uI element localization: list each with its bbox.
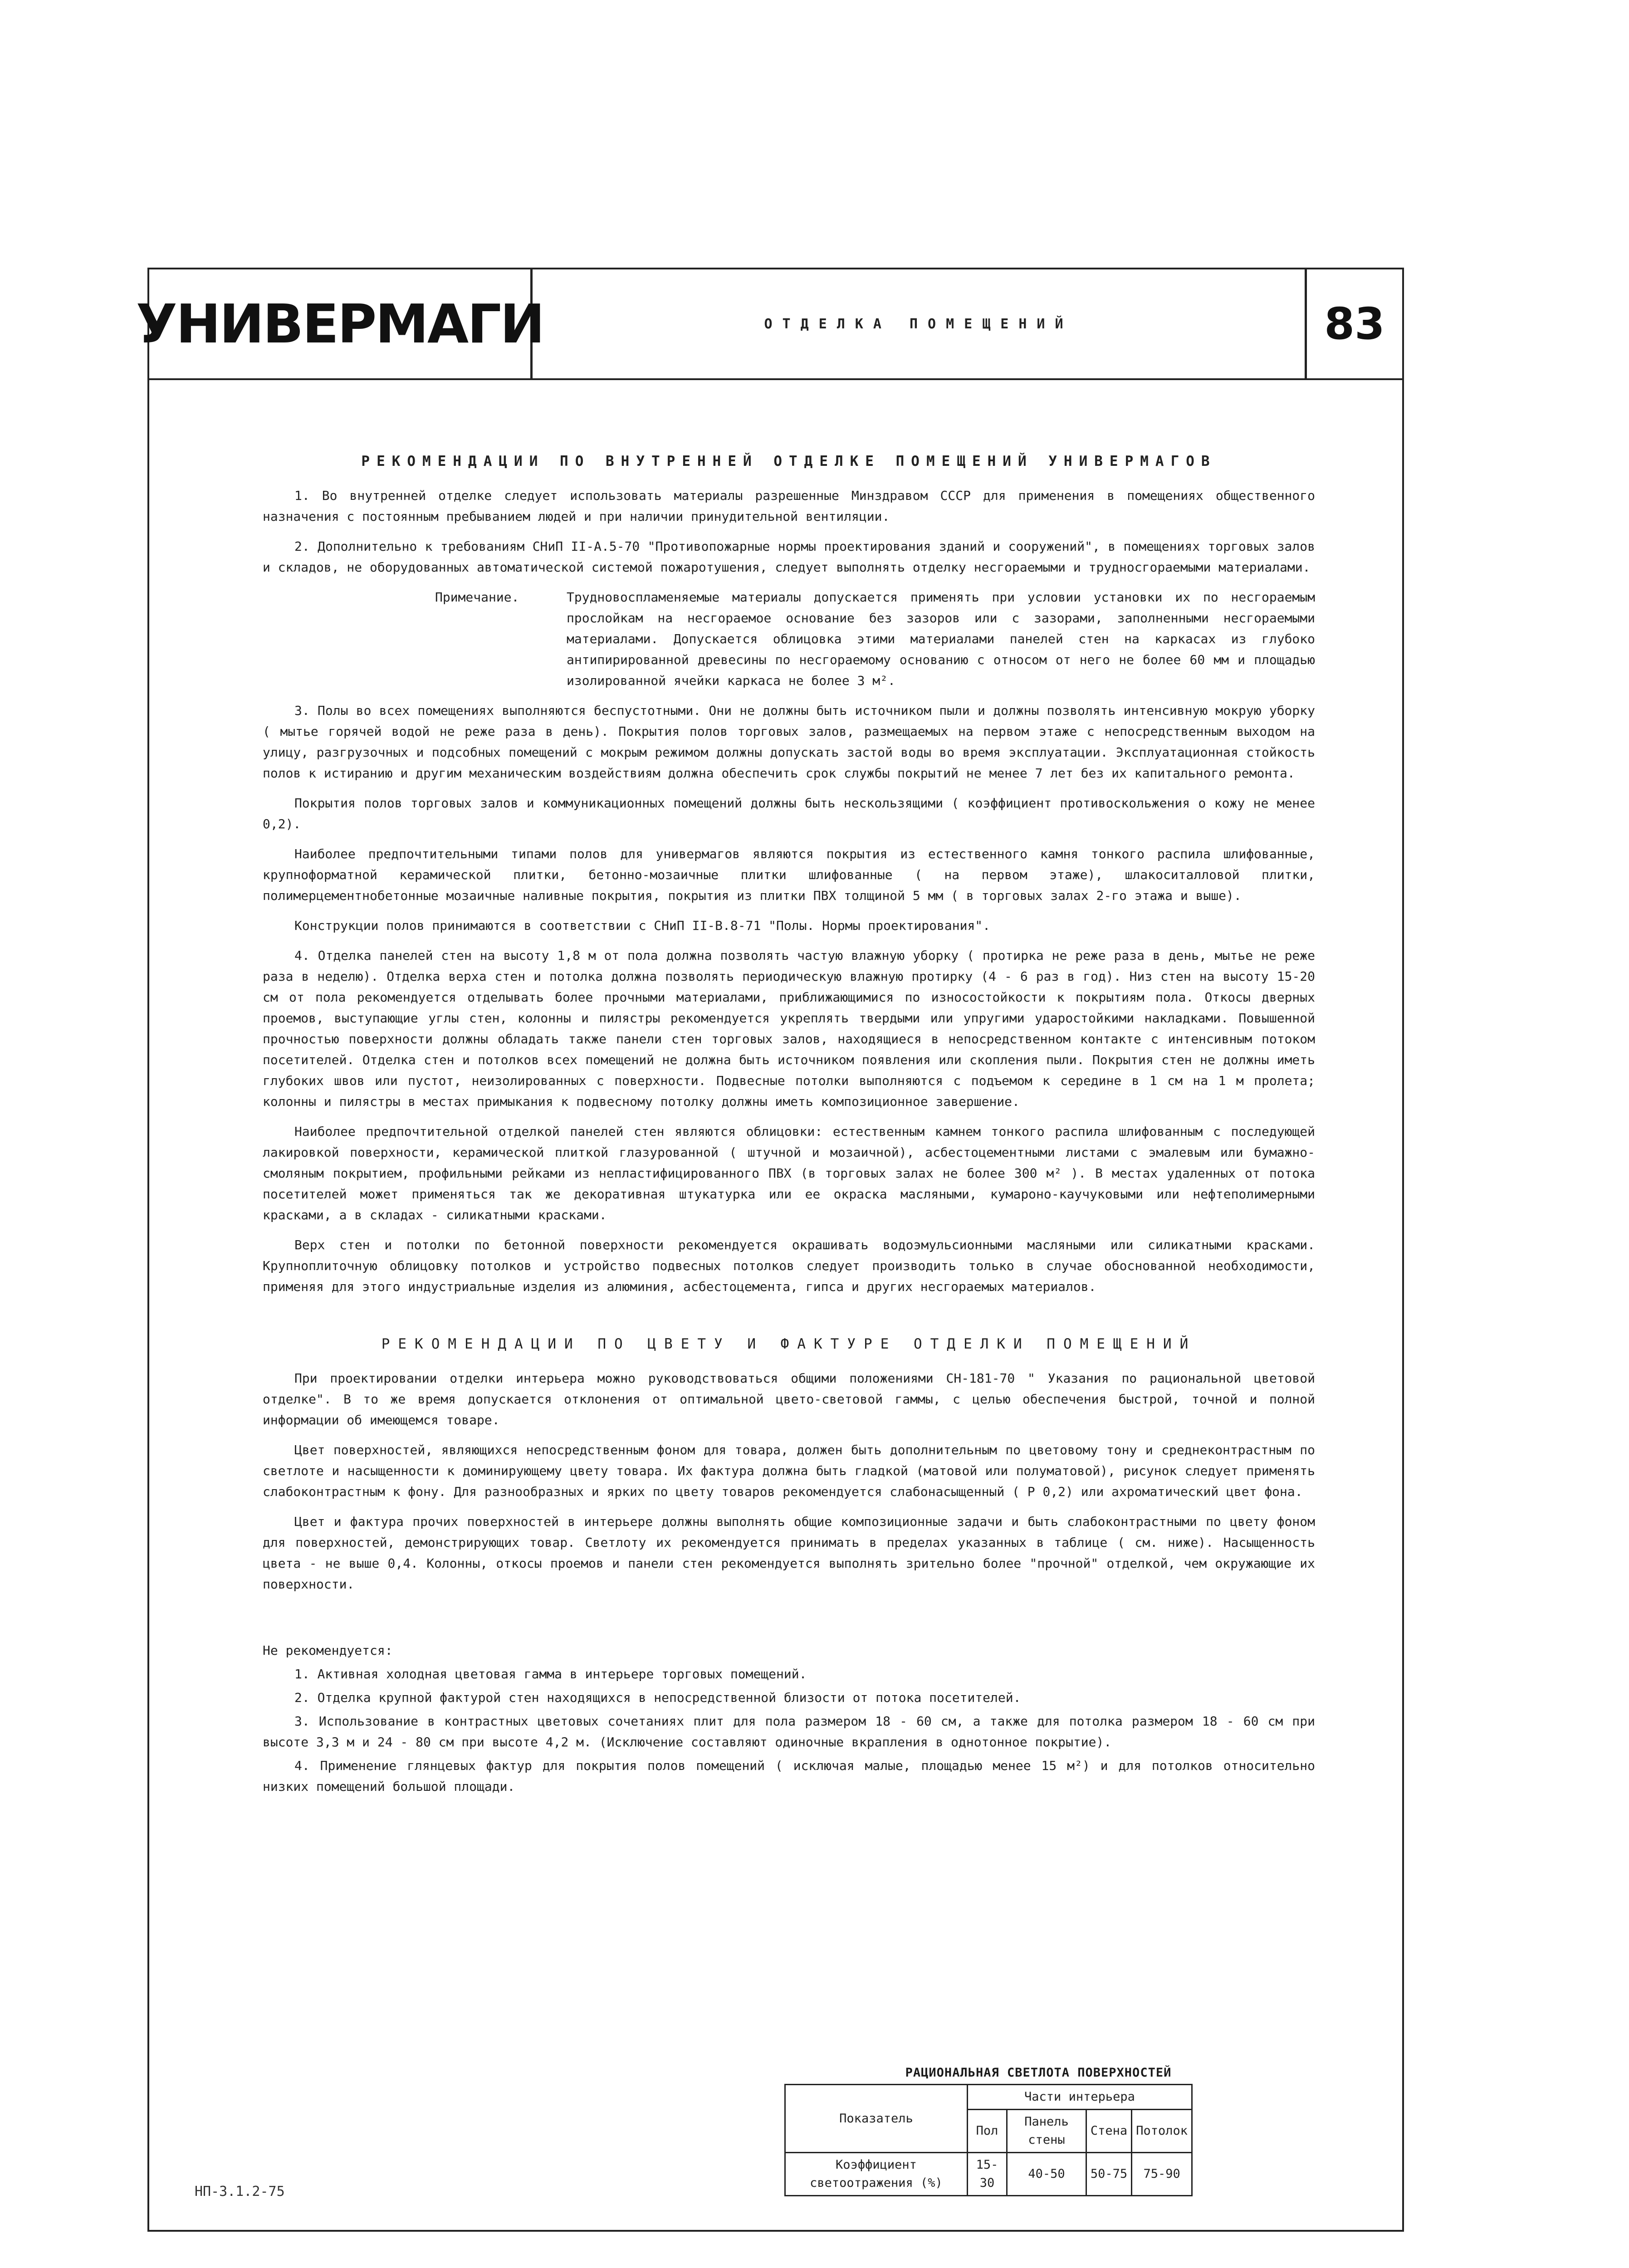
paragraph-10: При проектировании отделки интерьера можно руководствоваться общими положениями СН-181-70 " Указания по рациональной цветовой отделке". В то же время допускается отклонения от оптимальной цвето-световой гаммы, с целью обеспечения быстрой, точной и полной информации об имеющемся товаре. (263, 1371, 1315, 1427)
paragraph-4: Покрытия полов торговых залов и коммуникационных помещений должны быть нескользящими ( коэффициент противоскольжения о кожу не менее 0,2). (263, 796, 1315, 831)
table-row (785, 2153, 1192, 2196)
note-text: Трудновоспламеняемые материалы допускается применять при условии установки их по несгораемым прослойкам на несгораемое основание без зазоров или с зазорами, заполненными несгораемыми материалами. Допускается облицовка этими материалами панелей стен на каркасах из глубоко антипирированной древесины по несгораемому основанию с относом от него не более 60 мм и площадью изолированной ячейки каркаса не более 3 м². (567, 590, 1315, 688)
table-cell: 50-75 (1086, 2153, 1131, 2196)
paragraph-8: Наиболее предпочтительной отделкой панелей стен являются облицовки: естественным камнем тонкого распила шлифованным с последующей лакировкой поверхности, керамической плиткой глазурованной ( штучной и мозаичной), асбестоцементными листами с эмалевым или бумажно-смоляным покрытием, профильными рейками из непластифицированного ПВХ (в торговых залах не более 300 м² ). В местах удаленных от потока посетителей может применяться так же декоративная штукатурка или ее окраска масляными, кумароно-каучуковыми или нефтеполимерными красками, а в складах - силикатными красками. (263, 1124, 1315, 1222)
list-item: 2. Отделка крупной фактурой стен находящихся в непосредственной близости от потока посетителей. (294, 1690, 1021, 1705)
paragraph-11: Цвет поверхностей, являющихся непосредственным фоном для товара, должен быть дополнительным по цветовому тону и среднеконтрастным по светлоте и насыщенности к доминирующему цвету товара. Их фактура должна быть гладкой (матовой или полуматовой), рисунок следует применять слабоконтрастным к фону. Для разнообразных и ярких по цвету товаров рекомендуется слабонасыщенный ( Р 0,2) или ахроматический цвет фона. (263, 1442, 1315, 1499)
table-cell: 40-50 (1007, 2153, 1086, 2196)
table-header-wall: Стена (1086, 2110, 1131, 2153)
paragraph-12: Цвет и фактура прочих поверхностей в интерьере должны выполнять общие композиционные задачи и быть слабоконтрастными по цвету фоном для поверхностей, демонстрирующих товар. Светлоту их рекомендуется принимать в пределах указанных в таблице ( см. ниже). Насыщенность цвета - не выше 0,4. Колонны, откосы проемов и панели стен рекомендуется выполнять зрительно более "прочной" отделкой, чем окружающие их поверхности. (263, 1514, 1315, 1592)
lightness-table (784, 2084, 1193, 2196)
paragraph-1: 1. Во внутренней отделке следует использовать материалы разрешенные Минздравом СССР для применения в помещениях общественного назначения с постоянным пребыванием людей и при наличии принудительной вентиляции. (263, 488, 1315, 524)
paragraph-5: Наиболее предпочтительными типами полов для универмагов являются покрытия из естественного камня тонкого распила шлифованные, крупноформатной керамической плитки, бетонно-мозаичные плитки шлифованные ( на первом этаже), шлакоситалловой плитки, полимерцементнобетонные мозаичные наливные покрытия, покрытия из плитки ПВХ толщиной 5 мм ( в торговых залах 2-го этажа и выше). (263, 846, 1315, 903)
section-title: ОТДЕЛКА ПОМЕЩЕНИЙ (764, 316, 1073, 332)
paragraph-3: 3. Полы во всех помещениях выполняются беспустотными. Они не должны быть источником пыли и должны позволять интенсивную мокрую уборку ( мытье горячей водой не реже раза в день). Покрытия полов торговых залов, размещаемых на первом этаже с непосредственным выходом на улицу, разгрузочных и подсобных помещений с мокрым режимом должны допускать застой воды во время эксплуатации. Эксплуатационная стойкость полов к истиранию и другим механическим воздействиям должна обеспечить срок службы покрытий не менее 7 лет без их капитального ремонта. (263, 703, 1315, 781)
page-header (136, 269, 1402, 380)
table-header-indicator: Показатель (785, 2085, 968, 2153)
document-code: НП-3.1.2-75 (195, 2184, 285, 2200)
page-content (263, 451, 1315, 1800)
recommendations-heading: РЕКОМЕНДАЦИИ ПО ВНУТРЕННЕЙ ОТДЕЛКЕ ПОМЕЩЕНИЙ УНИВЕРМАГОВ (361, 453, 1217, 469)
note-block (263, 587, 1315, 691)
table-cell: 15-30 (967, 2153, 1007, 2196)
paragraph-7: 4. Отделка панелей стен на высоту 1,8 м от пола должна позволять частую влажную уборку ( протирка не реже раза в день, мытье не реже раза в неделю). Отделка верха стен и потолка должна позволять периодическую влажную протирку (4 - 6 раз в год). Низ стен на высоту 15-20 см от пола рекомендуется отделывать более прочными материалами, приближающимися по износостойкости к покрытиям пола. Откосы дверных проемов, выступающие углы стен, колонны и пилястры рекомендуется укреплять твердыми или упругими ударостойкими накладками. Повышенной прочностью поверхности должны обладать также панели стен торговых залов, находящиеся в непосредственном контакте с интенсивным потоком посетителей. Отделка стен и потолков всех помещений не должна быть источником появления или скопления пыли. Покрытия стен не должны иметь глубоких швов или пустот, неизолированных с поверхности. Подвесные потолки выполняются с подъемом к середине в 1 см на 1 м пролета; колонны и пилястры в местах примыкания к подвесному потолку должны иметь композиционное завершение. (263, 948, 1315, 1109)
table-title: РАЦИОНАЛЬНАЯ СВЕТЛОТА ПОВЕРХНОСТЕЙ (905, 2066, 1172, 2080)
note-label: Примечание. (435, 590, 519, 605)
table-header-ceiling: Потолок (1132, 2110, 1192, 2153)
table-header-wall-panel: Панель стены (1007, 2110, 1086, 2153)
series-title: УНИВЕРМАГИ (149, 269, 533, 378)
not-recommended-list (263, 1640, 1315, 1797)
color-heading: РЕКОМЕНДАЦИИ ПО ЦВЕТУ И ФАКТУРЕ ОТДЕЛКИ ПОМЕЩЕНИЙ (381, 1336, 1197, 1352)
table-header-floor: Пол (967, 2110, 1007, 2153)
list-item: 4. Применение глянцевых фактур для покрытия полов помещений ( исключая малые, площадью менее 15 м²) и для потолков относительно низких помещений большой площади. (263, 1758, 1315, 1794)
list-item: 3. Использование в контрастных цветовых сочетаниях плит для пола размером 18 - 60 см, а также для потолка размером 18 - 60 см при высоте 3,3 м и 24 - 80 см при высоте 4,2 м. (Исключение составляют одиночные вкрапления в однотонное покрытие). (263, 1714, 1315, 1750)
page-frame (136, 268, 1404, 2232)
list-item: 1. Активная холодная цветовая гамма в интерьере торговых помещений. (294, 1667, 807, 1681)
table-row-label: Коэффициент светоотражения (%) (785, 2153, 968, 2196)
paragraph-9: Верх стен и потолки по бетонной поверхности рекомендуется окрашивать водоэмульсионными масляными или силикатными красками. Крупноплиточную облицовку потолков и устройство подвесных потолков следует производить только в случае обоснованной необходимости, применяя для этого индустриальные изделия из алюминия, асбестоцемента, гипса и других несгораемых материалов. (263, 1237, 1315, 1294)
paragraph-6: Конструкции полов принимаются в соответствии с СНиП II-В.8-71 "Полы. Нормы проектирования". (294, 918, 991, 933)
page-number: 83 (1305, 269, 1402, 378)
table-header-group: Части интерьера (967, 2085, 1192, 2110)
paragraph-2: 2. Дополнительно к требованиям СНиП II-А.5-70 "Противопожарные нормы проектирования зданий и сооружений", в помещениях торговых залов и складов, не оборудованных автоматической системой пожаротушения, следует выполнять отделку несгораемыми и трудносгораемыми материалами. (263, 539, 1315, 575)
table-cell: 75-90 (1132, 2153, 1192, 2196)
not-recommended-heading: Не рекомендуется: (263, 1643, 393, 1658)
